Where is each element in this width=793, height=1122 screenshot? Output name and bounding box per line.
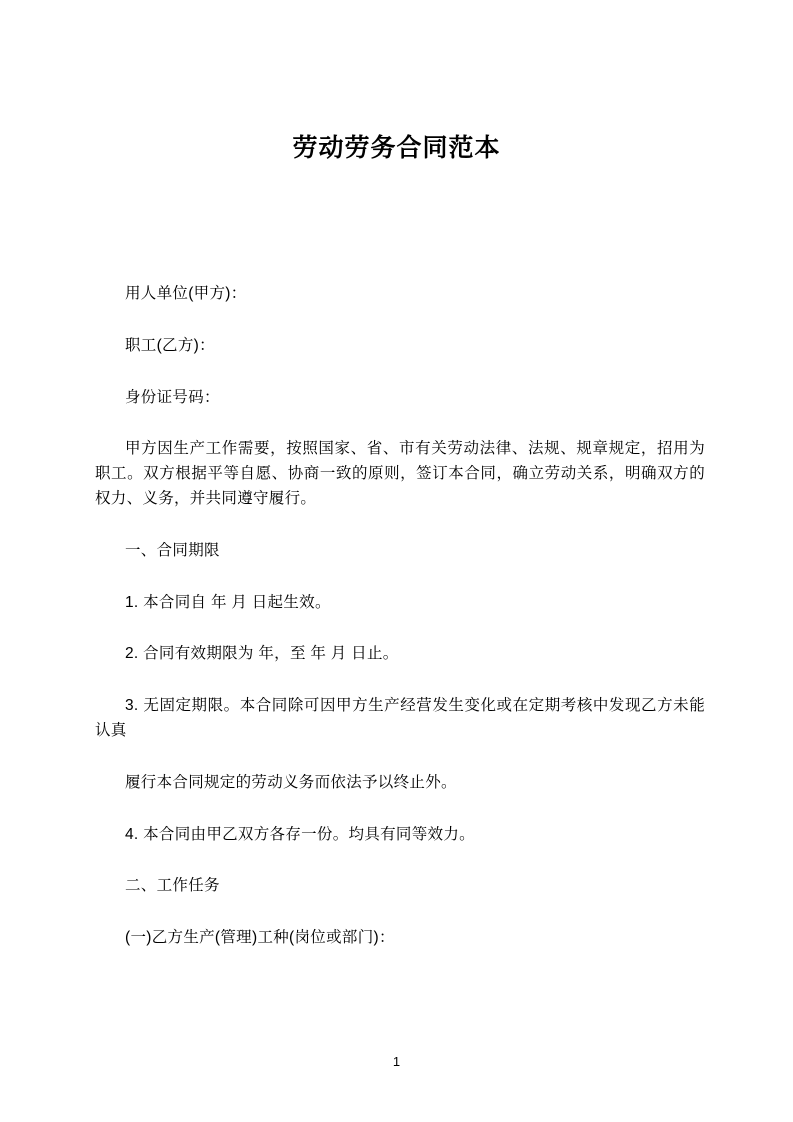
document-body (95, 282, 705, 978)
paragraph: 用人单位(甲方)： (125, 285, 247, 302)
paragraph: 一、合同期限 (125, 541, 220, 559)
paragraph: 1. 本合同自 年 月 日起生效。 (125, 593, 331, 611)
paragraph: 4. 本合同由甲乙双方各存一份。均具有同等效力。 (125, 825, 475, 843)
paragraph: 身份证号码： (125, 388, 220, 406)
page-number: 1 (392, 1054, 401, 1069)
paragraph: 3. 无固定期限。本合同除可因甲方生产经营发生变化或在定期考核中发现乙方未能认真 (95, 697, 705, 739)
paragraph: 二、工作任务 (125, 877, 220, 895)
paragraph: (一)乙方生产(管理)工种(岗位或部门)： (125, 929, 395, 947)
paragraph: 2. 合同有效期限为 年，至 年 月 日止。 (125, 645, 399, 663)
page-title: 劳动劳务合同范本 (292, 134, 501, 162)
paragraph: 甲方因生产工作需要，按照国家、省、市有关劳动法律、法规、规章规定，招用为职工。双方根据平等自愿、协商一致的原则，签订本合同，确立劳动关系，明确双方的权力、义务，并共同遵守履行。 (95, 440, 705, 507)
paragraph: 履行本合同规定的劳动义务而依法予以终止外。 (125, 773, 457, 791)
paragraph: 职工(乙方)： (125, 336, 215, 354)
